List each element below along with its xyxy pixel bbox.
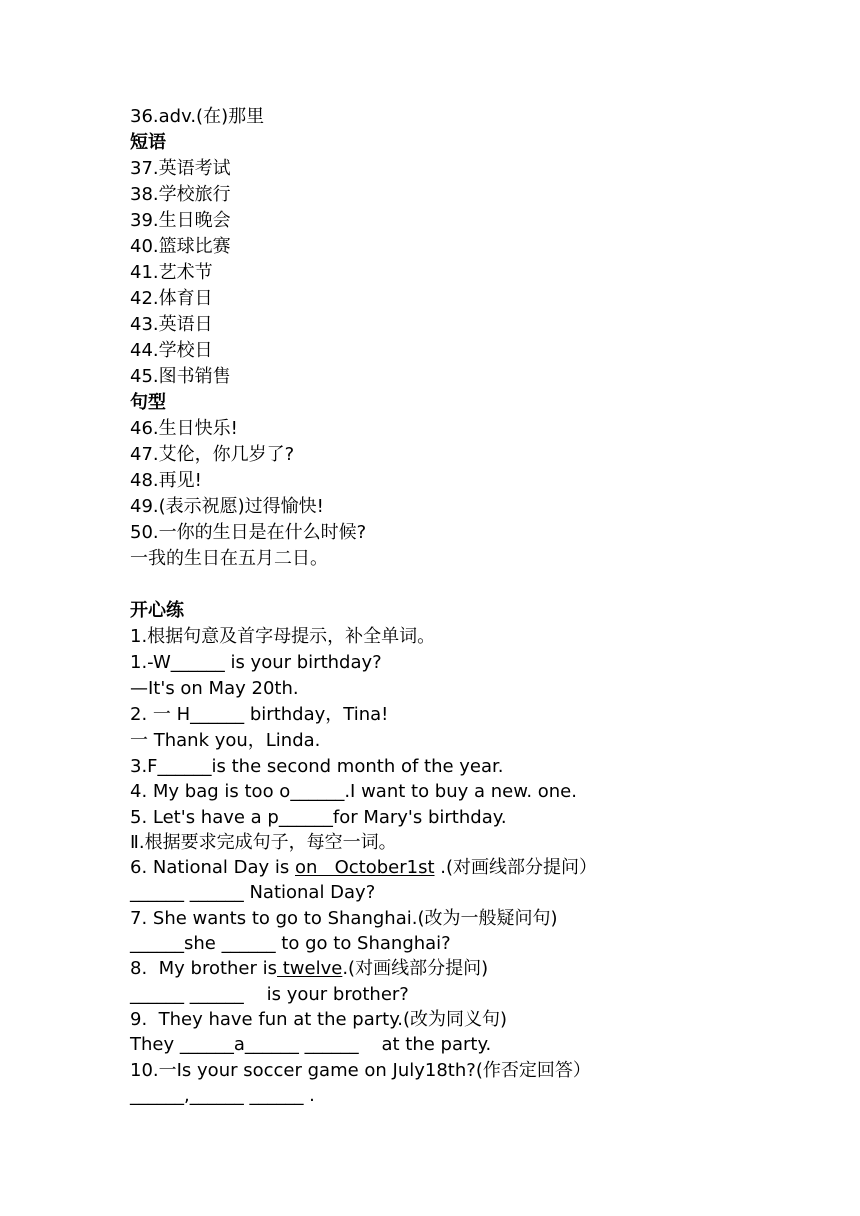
document-body [130,104,810,1108]
question-8-answer: ______ ______ is your brother? [130,983,409,1005]
phrase-item: 40.篮球比赛 [130,236,231,257]
blank-line [130,572,810,598]
question-1-answer: —It's on May 20th. [130,678,299,699]
vocab-item-36: 36.adv.(在)那里 [130,106,265,127]
sentence-item: 47.艾伦，你几岁了? [130,444,295,465]
question-3: 3.F______is the second month of the year. [130,756,504,777]
sentences-heading: 句型 [130,392,166,413]
phrase-item: 38.学校旅行 [130,184,231,205]
practice-heading: 开心练 [130,600,184,621]
question-6-instruction: .(对画线部分提问） [434,857,597,879]
phrase-item: 39.生日晚会 [130,210,231,231]
phrase-item: 45.图书销售 [130,366,231,387]
phrase-item: 37.英语考试 [130,158,231,179]
question-6-text: 6. National Day is [130,857,295,879]
question-6 [130,855,810,880]
question-9: 9. They have fun at the party.(改为同义句) [130,1008,508,1030]
phrases-heading: 短语 [130,132,166,153]
question-7: 7. She wants to go to Shanghai.(改为一般疑问句) [130,907,558,929]
sentence-item: 一我的生日在五月二日。 [130,548,328,569]
question-8-instruction: .(对画线部分提问) [342,958,489,980]
phrase-item: 41.艺术节 [130,262,213,283]
question-9-answer: They ______a______ ______ at the party. [130,1034,492,1056]
question-7-answer: ______she ______ to go to Shanghai? [130,933,451,955]
question-8-text: 8. My brother is [130,958,278,980]
phrase-item: 42.体育日 [130,288,213,309]
question-10: 10.一Is your soccer game on July18th?(作否定回答） [130,1059,591,1081]
underlined-phrase: twelve [277,958,343,980]
underlined-phrase: on October1st [295,857,435,879]
question-1: 1.-W______ is your birthday? [130,652,382,673]
phrase-item: 43.英语日 [130,314,213,335]
phrase-item: 44.学校日 [130,340,213,361]
sentence-item: 49.(表示祝愿)过得愉快! [130,496,324,517]
question-2-reply: 一 Thank you，Linda. [130,730,321,751]
sentence-item: 46.生日快乐! [130,418,238,439]
section-2-instruction: Ⅱ.根据要求完成句子，每空一词。 [130,831,397,853]
question-10-answer: ______,______ ______ . [130,1084,315,1106]
question-6-answer: ______ ______ National Day? [130,882,376,904]
sentence-item: 48.再见! [130,470,202,491]
question-8 [130,956,810,981]
question-2: 2. 一 H______ birthday，Tina! [130,704,389,725]
sentence-item: 50.一你的生日是在什么时候? [130,522,367,543]
question-4: 4. My bag is too o______.I want to buy a new. one. [130,781,577,803]
section-1-instruction: 1.根据句意及首字母提示，补全单词。 [130,626,436,647]
question-5: 5. Let's have a p______for Mary's birthday. [130,806,507,828]
